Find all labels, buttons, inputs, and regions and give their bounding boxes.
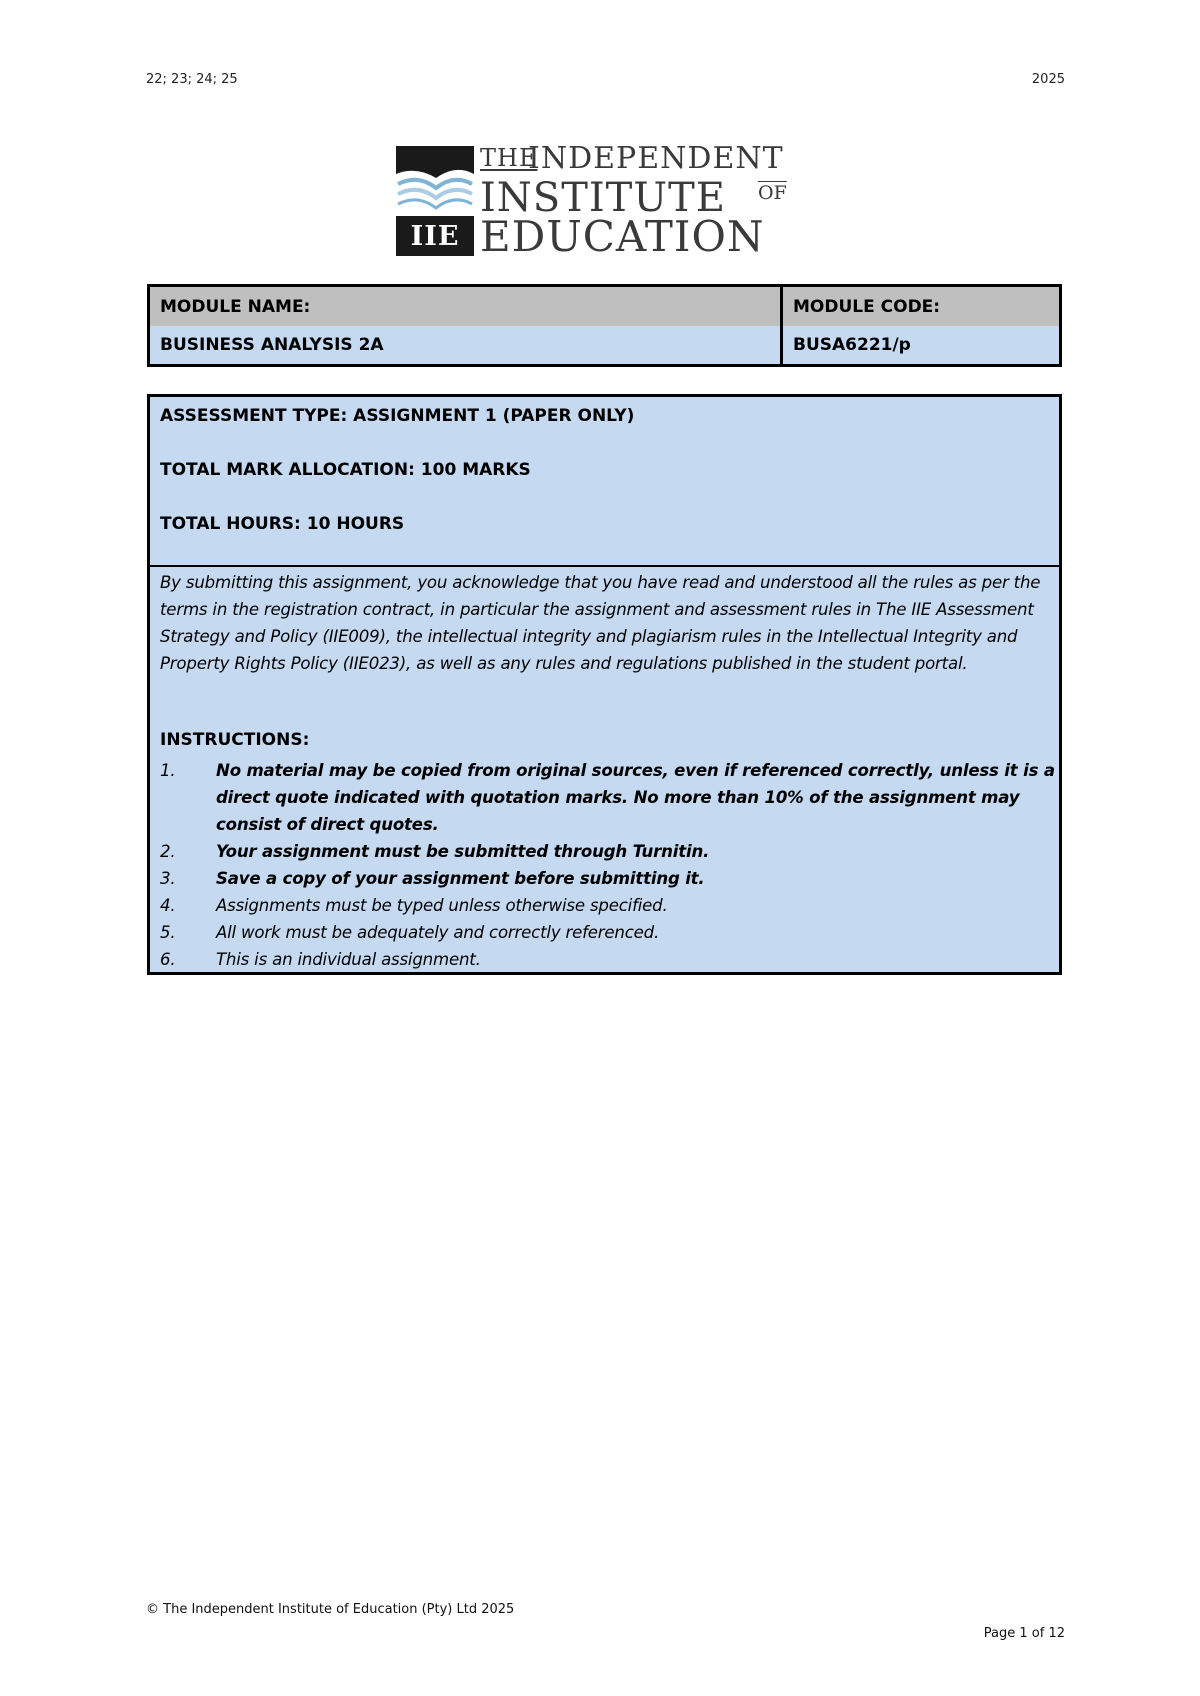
instruction-text: All work must be adequately and correctly referenced. bbox=[216, 923, 660, 942]
instructions-list bbox=[160, 757, 1060, 973]
instruction-item bbox=[160, 892, 1060, 919]
instruction-text: Assignments must be typed unless otherwise specified. bbox=[216, 896, 668, 915]
module-value-row bbox=[150, 326, 1059, 364]
logo-of: $\overline{OF}$ bbox=[758, 182, 787, 204]
instruction-number: 4. bbox=[160, 896, 176, 915]
instruction-number: 5. bbox=[160, 923, 176, 942]
instruction-item bbox=[160, 838, 1060, 865]
module-header-row bbox=[150, 287, 1059, 328]
assessment-type: ASSESSMENT TYPE: ASSIGNMENT 1 (PAPER ONLY) bbox=[160, 406, 635, 426]
module-name-value: BUSINESS ANALYSIS 2A bbox=[150, 326, 783, 364]
instruction-item bbox=[160, 865, 1060, 892]
instruction-text: This is an individual assignment. bbox=[216, 950, 481, 969]
logo-institute: INSTITUTE bbox=[480, 175, 726, 221]
footer-page-number: Page 1 of 12 bbox=[983, 1626, 1065, 1641]
instruction-item bbox=[160, 946, 1060, 973]
header-year: 2025 bbox=[1031, 72, 1065, 87]
instruction-number: 2. bbox=[160, 842, 176, 861]
instruction-text: Your assignment must be submitted through Turnitin. bbox=[216, 842, 710, 861]
iie-logo bbox=[396, 141, 808, 261]
module-code-label: MODULE CODE: bbox=[793, 296, 941, 317]
module-code-value: BUSA6221/p bbox=[793, 335, 911, 355]
logo-education: EDUCATION bbox=[480, 212, 765, 261]
assessment-box bbox=[147, 394, 1062, 975]
instruction-item bbox=[160, 757, 1060, 838]
total-mark-allocation: TOTAL MARK ALLOCATION: 100 MARKS bbox=[160, 460, 531, 480]
instruction-number: 3. bbox=[160, 869, 176, 888]
instructions-title: INSTRUCTIONS: bbox=[160, 730, 310, 750]
module-info-table bbox=[147, 284, 1062, 367]
logo-the: THE bbox=[480, 144, 538, 172]
assessment-summary bbox=[150, 397, 1059, 567]
instruction-text: Save a copy of your assignment before submitting it. bbox=[216, 869, 705, 888]
instruction-number: 1. bbox=[160, 761, 176, 780]
instruction-number: 6. bbox=[160, 950, 176, 969]
instruction-text: No material may be copied from original sources, even if referenced correctly, unless it is a direct quote indicated with quotation marks. No more than 10% of the assignment may consist of direct quotes. bbox=[216, 761, 1055, 834]
logo-independent: INDEPENDENT bbox=[528, 141, 784, 176]
logo-iie-mark: IIE bbox=[410, 221, 460, 252]
footer-copyright: © The Independent Institute of Education (Pty) Ltd 2025 bbox=[146, 1602, 515, 1617]
header-term-codes: 22; 23; 24; 25 bbox=[146, 72, 238, 87]
instruction-item bbox=[160, 919, 1060, 946]
total-hours: TOTAL HOURS: 10 HOURS bbox=[160, 514, 405, 534]
module-name-label: MODULE NAME: bbox=[150, 287, 783, 326]
declaration-text: By submitting this assignment, you acknowledge that you have read and understood all the rules as per the terms in the registration contract, in particular the assignment and assessment rules in The IIE Assessment Strategy and Policy (IIE009), the intellectual integrity and plagiarism rules in the Intellectual Integrity and Property Rights Policy (IIE023), as well as any rules and regulations published in the student portal. bbox=[160, 573, 1041, 673]
